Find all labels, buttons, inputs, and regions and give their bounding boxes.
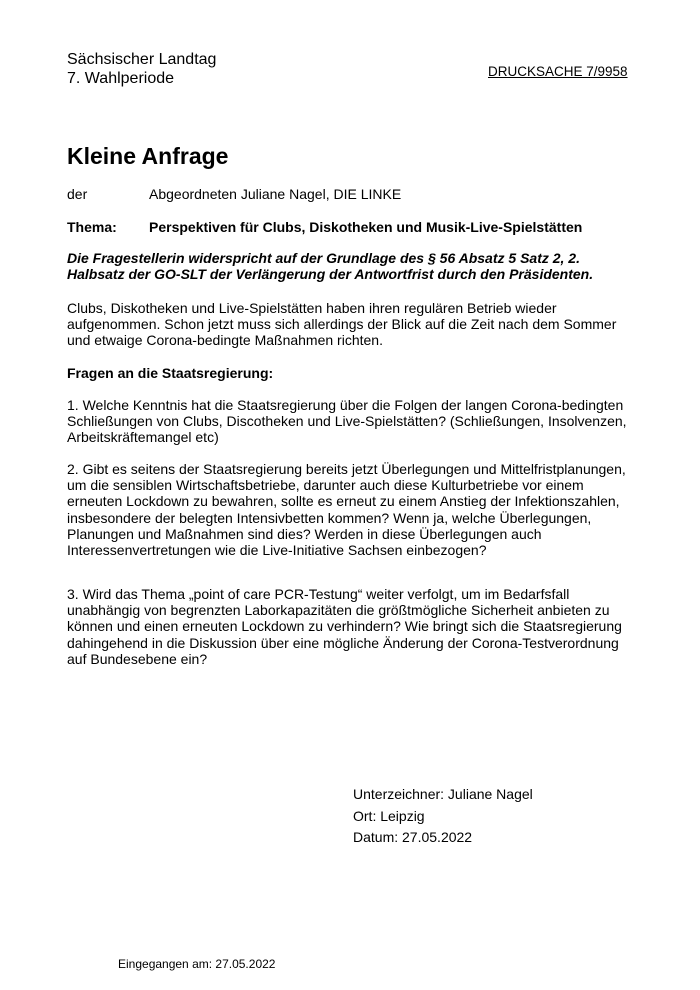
signature-place: Ort: Leipzig — [353, 808, 425, 824]
question-2: 2. Gibt es seitens der Staatsregierung bereits jetzt Überlegungen und Mittelfristplanungen, um die sensiblen Wirtschaftsbetriebe, darunter auch diese Kulturbetriebe vor einem erneuten Lockdown zu bewahren, sollte es erneut zu einem Anstieg der Infektionszahlen, insbesondere der belegten Intensivbetten kommen? Wenn ja, welche Überlegungen, Planungen und Maßnahmen sind dies? Werden in diese Überlegungen auch Interessenvertretungen wie die Live-Initiative Sachsen einbezogen? — [67, 461, 626, 559]
document-title: Kleine Anfrage — [67, 143, 229, 169]
signature-name: Unterzeichner: Juliane Nagel — [353, 786, 533, 802]
signature-date: Datum: 27.05.2022 — [353, 829, 473, 845]
received-date: Eingegangen am: 27.05.2022 — [118, 957, 276, 971]
questions-heading: Fragen an die Staatsregierung: — [67, 365, 274, 381]
drucksache-number: DRUCKSACHE 7/9958 — [488, 64, 628, 79]
topic-value: Perspektiven für Clubs, Diskotheken und Musik-Live-Spielstätten — [149, 219, 583, 235]
author-row — [67, 186, 401, 203]
question-1: 1. Welche Kenntnis hat die Staatsregierung über die Folgen der langen Corona-bedingten Schließungen von Clubs, Discotheken und Live-Spielstätten? (Schließungen, Insolvenzen, Arbeitskräftemangel etc) — [67, 397, 627, 446]
intro-note: Die Fragestellerin widerspricht auf der Grundlage des § 56 Absatz 5 Satz 2, 2. Halbsatz der GO-SLT der Verlängerung der Antwortfrist durch den Präsidenten. — [67, 250, 594, 283]
topic-label: Thema: — [67, 219, 117, 235]
author-value: Abgeordneten Juliane Nagel, DIE LINKE — [149, 186, 402, 202]
legislative-period: 7. Wahlperiode — [67, 70, 175, 87]
header-left — [67, 50, 216, 88]
author-label: der — [67, 186, 88, 202]
intro-text: Clubs, Diskotheken und Live-Spielstätten haben ihren regulären Betrieb wieder aufgenommen. Schon jetzt muss sich allerdings der Blick auf die Zeit nach dem Sommer und etwaige Corona-bedingte Maßnahmen richten. — [67, 300, 617, 349]
topic-row — [67, 219, 582, 236]
question-3: 3. Wird das Thema „point of care PCR-Testung“ weiter verfolgt, um im Bedarfsfall unabhängig von begrenzten Laborkapazitäten die größtmögliche Sicherheit anbieten zu können und einen erneuten Lockdown zu verhindern? Wie bringt sich die Staatsregierung dahingehend in die Diskussion über eine mögliche Änderung der Corona-Testverordnung auf Bundesebene ein? — [67, 586, 622, 667]
institution-name: Sächsischer Landtag — [67, 51, 217, 68]
